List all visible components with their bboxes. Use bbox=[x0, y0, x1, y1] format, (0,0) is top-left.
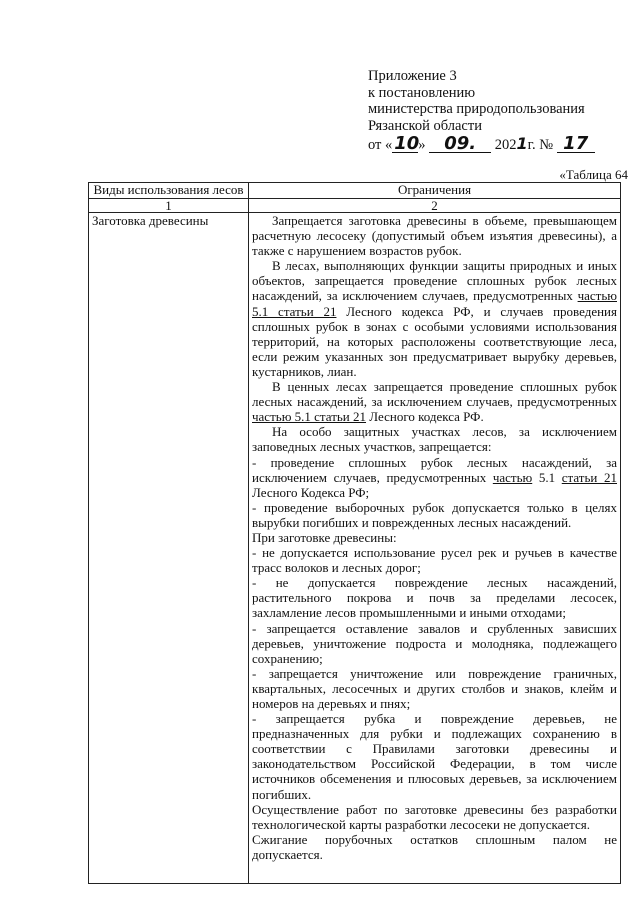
paragraph-text: Лесного кодекса РФ, и случаев проведения сплошных рубок в зонах с особыми условиями использования территорий, на которых расположены соответствующие леса, если режим указанных зон предусматривает вырубку деревьев, кустарников, лиан. bbox=[252, 303, 617, 379]
paragraph-text: - запрещается оставление завалов и срубленных зависших деревьев, уничтожение подроста и молодняка, подлежащего сохранению; bbox=[252, 620, 617, 666]
year-suffix: г. № bbox=[527, 137, 554, 153]
table-number-row bbox=[89, 199, 621, 213]
forest-use-type-cell: Заготовка древесины bbox=[89, 213, 249, 884]
header-line-4: Рязанской области bbox=[368, 117, 482, 134]
header-forest-use-types: Виды использования лесов bbox=[89, 183, 249, 199]
law-reference-link[interactable]: частью 5.1 статьи 21 bbox=[252, 409, 367, 425]
paragraph-text: - проведение сплошных рубок лесных насаждений, за исключением случаев, предусмотренных bbox=[252, 454, 617, 485]
paragraph-text: 5.1 bbox=[532, 469, 562, 485]
column-number-1: 1 bbox=[89, 199, 249, 213]
paragraph-text: При заготовке древесины: bbox=[252, 529, 397, 545]
restriction-paragraph bbox=[252, 666, 617, 711]
header-restrictions: Ограничения bbox=[249, 183, 621, 199]
header-line-1: Приложение 3 bbox=[368, 68, 457, 84]
paragraph-text: Лесного Кодекса РФ; bbox=[252, 484, 370, 500]
restriction-paragraph bbox=[252, 455, 617, 500]
paragraph-text: Сжигание порубочных остатков сплошным палом не допускается. bbox=[252, 831, 617, 862]
law-reference-link[interactable]: частью bbox=[492, 469, 533, 485]
restriction-paragraph bbox=[252, 424, 617, 454]
header-line-2: к постановлению bbox=[368, 84, 476, 101]
handwritten-year-digit: 1 bbox=[516, 134, 528, 153]
date-prefix: от « bbox=[368, 137, 393, 153]
handwritten-day: 10 bbox=[394, 133, 420, 154]
restriction-paragraph bbox=[252, 621, 617, 666]
column-number-2: 2 bbox=[249, 199, 621, 213]
restriction-paragraph bbox=[252, 258, 617, 379]
law-reference-link[interactable]: частью 5.1 статьи 21 bbox=[252, 288, 617, 319]
restrictions-table bbox=[88, 182, 621, 884]
paragraph-text: В лесах, выполняющих функции защиты природных и иных объектов, запрещается проведение сплошных рубок лесных насаждений, за исключением случаев, предусмотренных bbox=[252, 258, 617, 304]
law-reference-link[interactable]: статьи 21 bbox=[561, 469, 617, 485]
restriction-paragraph bbox=[252, 213, 617, 258]
year-prefix: 202 bbox=[494, 137, 517, 153]
restriction-paragraph bbox=[252, 802, 617, 832]
handwritten-month: 09. bbox=[429, 136, 491, 153]
restriction-paragraph bbox=[252, 575, 617, 620]
table-header-row bbox=[89, 183, 621, 199]
restriction-paragraph bbox=[252, 711, 617, 802]
paragraph-text: - не допускается использование русел рек и ручьев в качестве трасс волоков и лесных дорог; bbox=[252, 545, 617, 576]
handwritten-decree-number: 17 bbox=[557, 136, 595, 153]
paragraph-text: Запрещается заготовка древесины в объеме, превышающем расчетную лесосеку (допустимый объем изъятия древесины), а также с нарушением возрастов рубок. bbox=[252, 213, 617, 259]
paragraph-text: - проведение выборочных рубок допускается только в целях вырубки погибших и поврежденных лесных насаждений. bbox=[252, 499, 617, 530]
restrictions-cell bbox=[249, 213, 621, 884]
paragraph-text: Осуществление работ по заготовке древесины без разработки технологической карты разработки лесосеки не допускается. bbox=[252, 801, 617, 832]
date-close-quote: » bbox=[418, 137, 426, 153]
restriction-paragraph bbox=[252, 545, 617, 575]
restriction-paragraph bbox=[252, 530, 617, 545]
restriction-paragraph bbox=[252, 500, 617, 530]
paragraph-text: - запрещается рубка и повреждение деревьев, не предназначенных для рубки и подлежащих сохранению в соответствии с Правилами заготовки древесины и законодательством Российской Федерации, в том числе источников обсеменения и плюсовых деревьев, за исключением погибших. bbox=[252, 711, 617, 802]
paragraph-text: В ценных лесах запрещается проведение сплошных рубок лесных насаждений, за исключением случаев, предусмотренных bbox=[252, 379, 617, 410]
table-row bbox=[89, 213, 621, 884]
decree-date-number-line bbox=[368, 133, 628, 154]
restriction-paragraph bbox=[252, 379, 617, 424]
paragraph-text: На особо защитных участках лесов, за исключением заповедных лесных участков, запрещается: bbox=[252, 424, 617, 455]
restriction-paragraph bbox=[252, 832, 617, 862]
paragraph-text: Лесного кодекса РФ. bbox=[366, 409, 484, 425]
table-reference: «Таблица 64 bbox=[559, 167, 628, 182]
header-line-3: министерства природопользования bbox=[368, 101, 585, 117]
paragraph-text: - не допускается повреждение лесных насаждений, растительного покрова и почв за пределами лесосек, захламление лесов промышленными и иными отходами; bbox=[252, 575, 617, 621]
paragraph-text: - запрещается уничтожение или повреждение граничных, квартальных, лесосечных и других столбов и знаков, клейм и номеров на деревьях и пнях; bbox=[252, 665, 617, 711]
approval-header bbox=[368, 68, 628, 154]
